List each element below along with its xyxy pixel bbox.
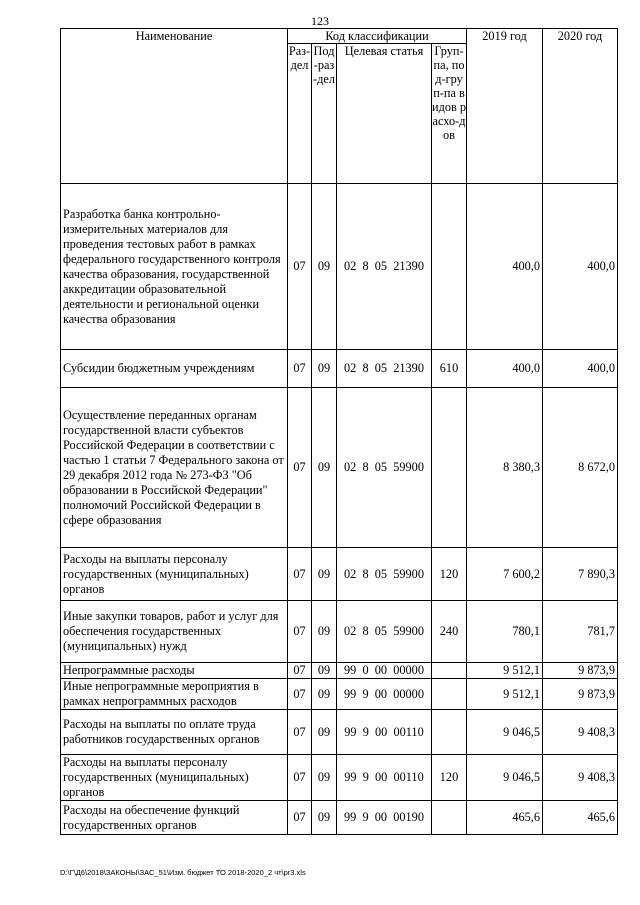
row-name: Осуществление переданных органам государственной власти субъектов Российской Федерации в соответствии с частью 1 статьи 7 Федерального закона от 29 декабря 2012 года № 273-ФЗ "Об образовании в Российской Федерации" полномочий Российской Федерации в сфере образования	[61, 388, 288, 548]
row-section: 07	[288, 801, 312, 835]
row-name: Расходы на обеспечение функций государственных органов	[61, 801, 288, 835]
row-group: 120	[432, 548, 467, 601]
row-value-2020: 400,0	[543, 184, 618, 350]
row-value-2019: 8 380,3	[467, 388, 543, 548]
row-subsection: 09	[312, 801, 337, 835]
header-subsection: Под-раз-дел	[312, 44, 337, 184]
row-group	[432, 663, 467, 679]
row-value-2020: 7 890,3	[543, 548, 618, 601]
row-value-2019: 465,6	[467, 801, 543, 835]
row-value-2019: 7 600,2	[467, 548, 543, 601]
row-section: 07	[288, 548, 312, 601]
row-group: 240	[432, 601, 467, 663]
table-row	[61, 388, 618, 548]
row-group	[432, 184, 467, 350]
row-subsection: 09	[312, 710, 337, 755]
row-value-2020: 8 672,0	[543, 388, 618, 548]
row-value-2019: 9 046,5	[467, 710, 543, 755]
table-row	[61, 601, 618, 663]
page-number: 123	[311, 14, 329, 28]
row-group	[432, 710, 467, 755]
row-subsection: 09	[312, 388, 337, 548]
row-value-2020: 9 873,9	[543, 679, 618, 710]
table-row	[61, 350, 618, 388]
row-value-2019: 9 046,5	[467, 755, 543, 801]
row-target: 99 0 00 00000	[337, 663, 432, 679]
row-subsection: 09	[312, 663, 337, 679]
row-target: 02 8 05 59900	[337, 601, 432, 663]
table-row	[61, 548, 618, 601]
row-target: 99 9 00 00190	[337, 801, 432, 835]
row-name: Субсидии бюджетным учреждениям	[61, 350, 288, 388]
row-value-2020: 781,7	[543, 601, 618, 663]
table-row	[61, 801, 618, 835]
header-2019: 2019 год	[467, 29, 543, 184]
row-target: 99 9 00 00110	[337, 755, 432, 801]
row-name: Непрограммные расходы	[61, 663, 288, 679]
header-name: Наименование	[61, 29, 288, 184]
row-section: 07	[288, 663, 312, 679]
row-subsection: 09	[312, 350, 337, 388]
row-value-2020: 9 408,3	[543, 755, 618, 801]
row-name: Иные непрограммные мероприятия в рамках непрограммных расходов	[61, 679, 288, 710]
table-row	[61, 710, 618, 755]
header-section: Раз-дел	[288, 44, 312, 184]
row-section: 07	[288, 710, 312, 755]
row-section: 07	[288, 755, 312, 801]
row-value-2020: 9 408,3	[543, 710, 618, 755]
row-subsection: 09	[312, 679, 337, 710]
header-target: Целевая статья	[337, 44, 432, 184]
row-subsection: 09	[312, 548, 337, 601]
row-section: 07	[288, 184, 312, 350]
row-target: 99 9 00 00110	[337, 710, 432, 755]
row-value-2020: 465,6	[543, 801, 618, 835]
row-name: Расходы на выплаты персоналу государственных (муниципальных) органов	[61, 548, 288, 601]
row-group: 120	[432, 755, 467, 801]
table-row	[61, 755, 618, 801]
row-section: 07	[288, 679, 312, 710]
row-subsection: 09	[312, 755, 337, 801]
row-group: 610	[432, 350, 467, 388]
row-group	[432, 388, 467, 548]
table-row	[61, 184, 618, 350]
row-name: Разработка банка контрольно-измерительных материалов для проведения тестовых работ в рамках федерального государственного контроля качества образования, государственной аккредитации образовательной деятельности и региональной оценки качества образования	[61, 184, 288, 350]
budget-table	[60, 28, 618, 835]
table-row	[61, 679, 618, 710]
row-value-2019: 9 512,1	[467, 679, 543, 710]
row-subsection: 09	[312, 184, 337, 350]
row-section: 07	[288, 601, 312, 663]
row-group	[432, 679, 467, 710]
row-target: 02 8 05 21390	[337, 184, 432, 350]
row-value-2020: 9 873,9	[543, 663, 618, 679]
table-row	[61, 663, 618, 679]
row-name: Расходы на выплаты по оплате труда работников государственных органов	[61, 710, 288, 755]
row-target: 02 8 05 59900	[337, 388, 432, 548]
footer-file-path: D:\Г\Д6\2018\ЗАКОНЫ\ЗАС_51\Изм. бюджет ТО 2018-2020_2 чт\pr3.xls	[60, 868, 306, 877]
row-value-2019: 9 512,1	[467, 663, 543, 679]
row-value-2019: 400,0	[467, 184, 543, 350]
header-2020: 2020 год	[543, 29, 618, 184]
row-name: Расходы на выплаты персоналу государственных (муниципальных) органов	[61, 755, 288, 801]
header-code: Код классификации	[288, 29, 467, 44]
row-value-2020: 400,0	[543, 350, 618, 388]
row-target: 99 9 00 00000	[337, 679, 432, 710]
row-section: 07	[288, 350, 312, 388]
row-target: 02 8 05 59900	[337, 548, 432, 601]
row-subsection: 09	[312, 601, 337, 663]
row-group	[432, 801, 467, 835]
row-name: Иные закупки товаров, работ и услуг для обеспечения государственных (муниципальных) нужд	[61, 601, 288, 663]
row-value-2019: 780,1	[467, 601, 543, 663]
row-target: 02 8 05 21390	[337, 350, 432, 388]
row-value-2019: 400,0	[467, 350, 543, 388]
row-section: 07	[288, 388, 312, 548]
header-group: Груп-па, под-груп-па видов расхо-дов	[432, 44, 467, 184]
